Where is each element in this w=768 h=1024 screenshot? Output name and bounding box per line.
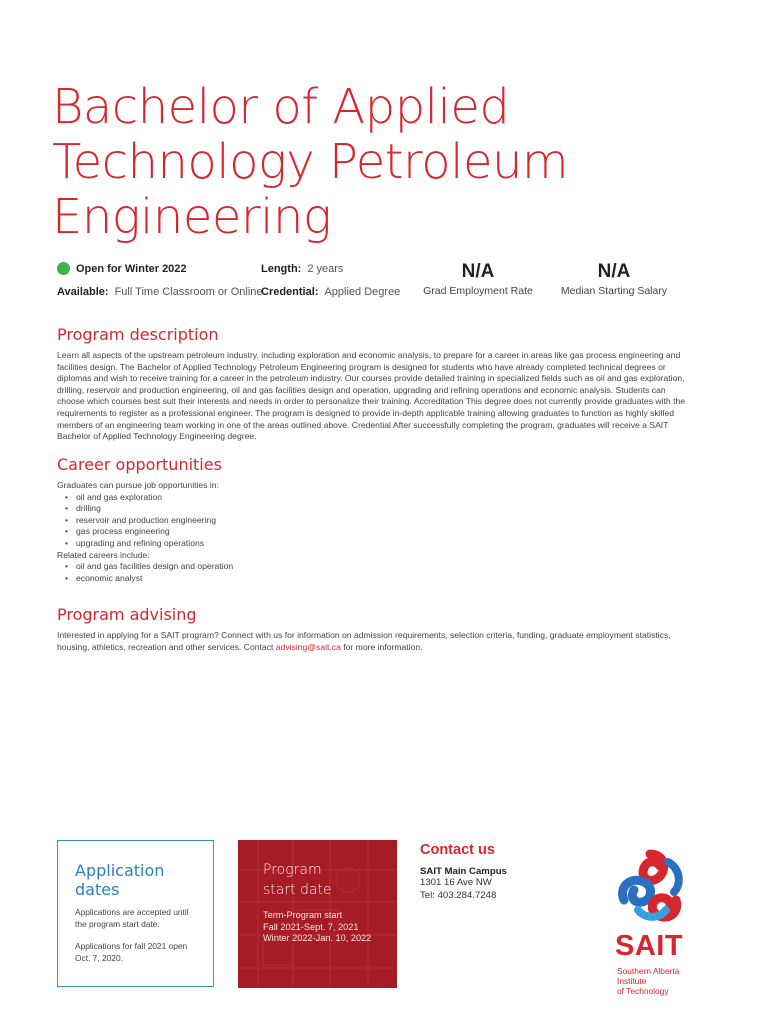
contact-address: 1301 16 Ave NW bbox=[420, 877, 492, 888]
list-item: • reservoir and production engineering bbox=[65, 515, 233, 527]
list-item: • upgrading and refining operations bbox=[65, 538, 233, 550]
length-value: 2 years bbox=[307, 263, 344, 275]
start-subheading: Term-Program start bbox=[263, 910, 343, 920]
page-title bbox=[52, 80, 652, 245]
length-label: Length: bbox=[261, 263, 302, 275]
application-dates-heading: Application dates bbox=[75, 861, 165, 899]
title-line: Bachelor of Applied bbox=[52, 79, 510, 135]
list-item: • drilling bbox=[65, 503, 233, 515]
stat-label: Median Starting Salary bbox=[560, 285, 668, 297]
available-value: Full Time Classroom or Online bbox=[114, 286, 263, 298]
stat-value: N/A bbox=[461, 261, 495, 282]
contact-phone: Tel: 403.284.7248 bbox=[420, 889, 497, 901]
list-item: • oil and gas exploration bbox=[65, 492, 233, 504]
career-opportunities-heading: Career opportunities bbox=[57, 455, 222, 474]
grad-employment-stat bbox=[418, 261, 538, 297]
logo-subtitle bbox=[617, 966, 679, 996]
contact-heading: Contact us bbox=[420, 842, 495, 858]
program-description-heading: Program description bbox=[57, 325, 219, 344]
start-heading-line: start date bbox=[263, 882, 332, 898]
start-date-fall: Fall 2021-Sept. 7, 2021 bbox=[263, 921, 359, 932]
sait-logo bbox=[608, 848, 698, 1003]
advising-text: Interested in applying for a SAIT program? Connect with us for information on admission requirements, selection criteria, funding, graduate employment statistics, housing, athletics, recreation and other services. Contact bbox=[57, 630, 671, 652]
title-line: Engineering bbox=[52, 189, 332, 245]
status-text: Open for Winter 2022 bbox=[76, 263, 187, 275]
start-heading-line: Program bbox=[263, 862, 322, 878]
contact-block bbox=[420, 842, 590, 902]
related-careers-intro: Related careers include: bbox=[57, 549, 150, 560]
program-description-text: Learn all aspects of the upstream petroleum industry, including exploration and economic analysis, to prepare for a career in areas like gas process engineering and facilities design. The Bachelor of Applied Technology Petroleum Engineering program is designed for students who have already completed technical degrees or diplomas and wish to receive training for a career in the petroleum industry. Our courses provide detailed training in specialized fields such as oil and gas exploration, drilling, reservoir and production engineering, oil and gas facilities design and operation, upgrading and refining operations and economic analysis. Students can choose which courses best suit their interests and needs in order to personalize their training. Accreditation This degree does not currently provide graduates with the requirements to register as a professional engineer. The program is designed to provide in-depth applicable training allowing graduates to function as highly skilled members of an engineering team working in one of the areas outlined above. Credential After successfully completing the program, graduates will receive a SAIT Bachelor of Applied Technology Engineering degree. bbox=[57, 350, 686, 442]
status-dot-icon bbox=[57, 262, 70, 275]
list-item: • oil and gas facilities design and operation bbox=[65, 561, 233, 573]
logo-subtitle-line: Southern Alberta bbox=[617, 966, 680, 976]
credential-field bbox=[261, 286, 400, 298]
available-label: Available: bbox=[57, 286, 109, 298]
logo-subtitle-line: Institute bbox=[617, 976, 647, 986]
application-text: Applications are accepted until the program start date. bbox=[75, 907, 189, 929]
advising-text-end: for more information. bbox=[340, 641, 423, 652]
contact-campus: SAIT Main Campus bbox=[420, 866, 507, 877]
application-text: Applications for fall 2021 open Oct. 7, 2020. bbox=[75, 941, 188, 963]
status-badge bbox=[57, 262, 193, 275]
starting-salary-stat bbox=[554, 261, 674, 297]
program-start-box bbox=[238, 840, 397, 988]
program-advising-text bbox=[57, 630, 687, 653]
start-dates bbox=[263, 910, 383, 945]
sait-emblem-icon bbox=[610, 848, 690, 928]
career-list bbox=[57, 480, 233, 584]
list-item: • economic analyst bbox=[65, 573, 233, 585]
start-date-winter: Winter 2022-Jan. 10, 2022 bbox=[263, 933, 372, 943]
stat-label: Grad Employment Rate bbox=[423, 285, 533, 297]
program-advising-heading: Program advising bbox=[57, 605, 197, 624]
stat-value: N/A bbox=[597, 261, 631, 282]
application-dates-box bbox=[57, 840, 214, 987]
logo-text: SAIT bbox=[615, 930, 684, 962]
career-intro: Graduates can pursue job opportunities in: bbox=[57, 480, 219, 490]
available-field bbox=[57, 286, 263, 298]
list-item: • gas process engineering bbox=[65, 526, 233, 538]
length-field bbox=[261, 263, 343, 275]
logo-subtitle-line: of Technology bbox=[617, 986, 669, 996]
title-line: Technology Petroleum bbox=[52, 134, 569, 190]
credential-label: Credential: bbox=[261, 286, 319, 298]
advising-email-link[interactable]: advising@sait.ca bbox=[275, 641, 341, 652]
credential-value: Applied Degree bbox=[324, 286, 401, 298]
